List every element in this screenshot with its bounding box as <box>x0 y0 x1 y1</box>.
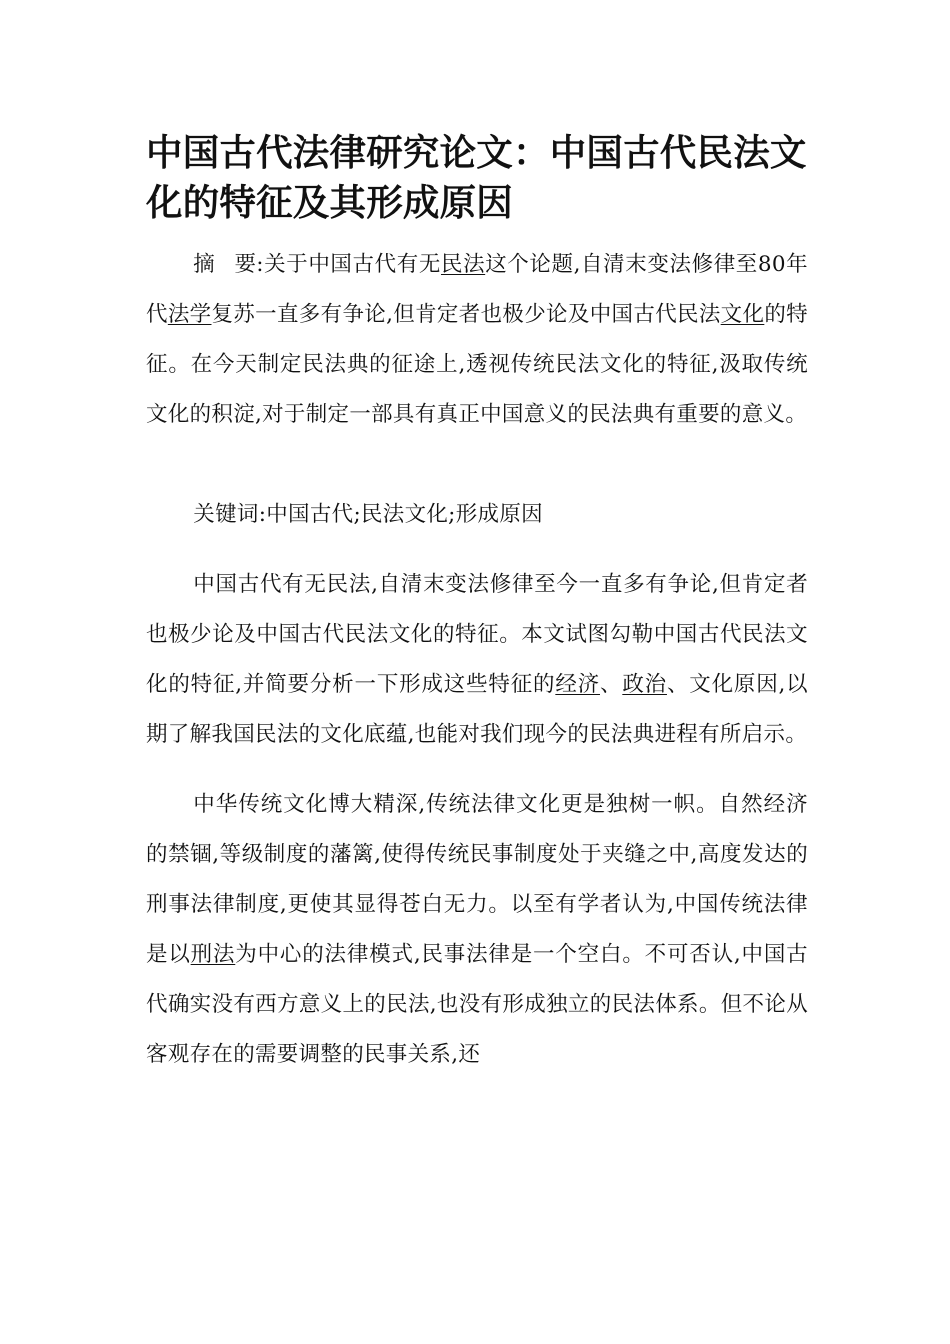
link-minfa[interactable]: 民法 <box>440 252 486 277</box>
document-title: 中国古代法律研究论文：中国古代民法文化的特征及其形成原因 <box>146 131 807 224</box>
abstract-text: :关于中国古代有无 <box>256 252 441 277</box>
paragraph-text: 中国古代有无民法,自清末变法修律至今一直多有争论,但肯定者也极少论及中国古代民法文化的特征。本文试图勾勒中国古代民法文化的特征,并简要分析一下形成这些特征的 <box>146 572 808 697</box>
paragraph-text: 为中心的法律模式,民事法律是一个空白。不可否认,中国古代确实没有西方意义上的民法,也没有形成独立的民法体系。但不论从客观存在的需要调整的民事关系,还 <box>146 942 808 1067</box>
abstract-text: 的特征。在今天制定民法典的征途上,透视传统民法文化的特征,汲取传统文化的积淀,对于制定一部具有真正中国意义的民法典有重要的意义。 <box>146 302 808 427</box>
body-paragraph-2 <box>146 780 808 1080</box>
link-jingji[interactable]: 经济 <box>555 672 600 697</box>
paragraph-text: 、文化原因,以期了解我国民法的文化底蕴,也能对我们现今的民法典进程有所启示。 <box>146 672 808 747</box>
link-zhengzhi[interactable]: 政治 <box>622 672 667 697</box>
abstract-text: 这个论题,自清末变法修律至80年代 <box>146 252 808 327</box>
keywords-line: 关键词:中国古代;民法文化;形成原因 <box>193 502 543 527</box>
abstract-text: 复苏一直多有争论,但肯定者也极少论及中国古代民法 <box>211 302 721 327</box>
paragraph-text: 、 <box>599 672 623 697</box>
document-page <box>146 128 808 1080</box>
spacer <box>146 760 808 780</box>
link-wenhua[interactable]: 文化 <box>720 302 765 327</box>
abstract-label-char: 要 <box>234 252 257 277</box>
link-faxue[interactable]: 法学 <box>167 302 212 327</box>
body-paragraph-1 <box>146 560 808 760</box>
abstract-paragraph <box>146 240 808 440</box>
paragraph-text: 中华传统文化博大精深,传统法律文化更是独树一帜。自然经济的禁锢,等级制度的藩篱,使得传统民事制度处于夹缝之中,高度发达的刑事法律制度,更使其显得苍白无力。以至有学者认为,中国传统法律是以 <box>146 792 808 967</box>
spacer <box>146 540 808 560</box>
link-xingfa[interactable]: 刑法 <box>190 942 236 967</box>
spacer <box>146 440 808 490</box>
abstract-label-char: 摘 <box>193 252 235 277</box>
